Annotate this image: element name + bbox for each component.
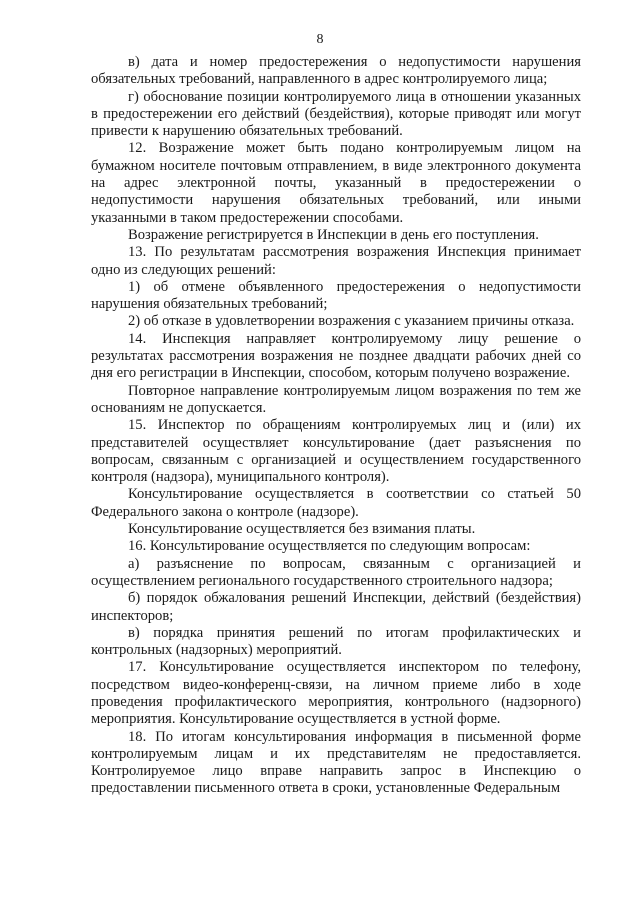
paragraph: 14. Инспекция направляет контролируемому лицу решение о результатах рассмотрения возражения не позднее двадцати рабочих дней со дня его регистрации в Инспекции, способом, которым получено возражение. [91, 330, 581, 382]
paragraph: в) порядка принятия решений по итогам профилактических и контрольных (надзорных) мероприятий. [91, 624, 581, 659]
paragraph: 17. Консультирование осуществляется инспектором по телефону, посредством видео-конференц-связи, на личном приеме либо в ходе проведения профилактического мероприятия, контрольного (надзорного) мероприятия. Консультирование осуществляется в устной форме. [91, 659, 581, 728]
page-number: 8 [316, 32, 324, 47]
paragraph: а) разъяснение по вопросам, связанным с организацией и осуществлением регионального государственного строительного надзора; [91, 555, 581, 589]
paragraph: б) порядок обжалования решений Инспекции, действий (бездействия) инспекторов; [91, 590, 581, 624]
paragraph: г) обоснование позиции контролируемого лица в отношении указанных в предостережении его действий (бездействия), которые приводят или могут привести к нарушению обязательных требований. [91, 88, 581, 140]
paragraph: 2) об отказе в удовлетворении возражения с указанием причины отказа. [128, 313, 575, 330]
paragraph: Возражение регистрируется в Инспекции в день его поступления. [128, 226, 539, 243]
paragraph: 18. По итогам консультирования информация в письменной форме контролируемым лицам и их представителям не предоставляется. Контролируемое лицо вправе направить запрос в Инспекцию о предоставлении письменного ответа в сроки, установленные Федеральным [91, 728, 581, 797]
paragraph: Повторное направление контролируемым лицом возражения по тем же основаниям не допускается. [91, 382, 581, 416]
paragraph: Консультирование осуществляется без взимания платы. [128, 521, 476, 538]
paragraph: Консультирование осуществляется в соответствии со статьей 50 Федерального закона о контроле (надзоре). [91, 486, 581, 520]
paragraph: 15. Инспектор по обращениям контролируемых лиц и (или) их представителей осуществляет консультирование (дает разъяснения по вопросам, связанным с организацией и осуществлением государственного контроля (надзора), муниципального контроля). [91, 417, 581, 486]
paragraph: 13. По результатам рассмотрения возражения Инспекция принимает одно из следующих решений: [91, 244, 581, 278]
paragraph: 1) об отмене объявленного предостережения о недопустимости нарушения обязательных требований; [91, 278, 581, 313]
paragraph: в) дата и номер предостережения о недопустимости нарушения обязательных требований, направленного в адрес контролируемого лица; [91, 54, 581, 88]
document-body [91, 54, 581, 798]
paragraph: 12. Возражение может быть подано контролируемым лицом на бумажном носителе почтовым отправлением, в виде электронного документа на адрес электронной почты, указанный в предостережении о недопустимости нарушения обязательных требований, или иными указанными в таком предостережении способами. [91, 140, 581, 226]
paragraph: 16. Консультирование осуществляется по следующим вопросам: [128, 538, 531, 555]
